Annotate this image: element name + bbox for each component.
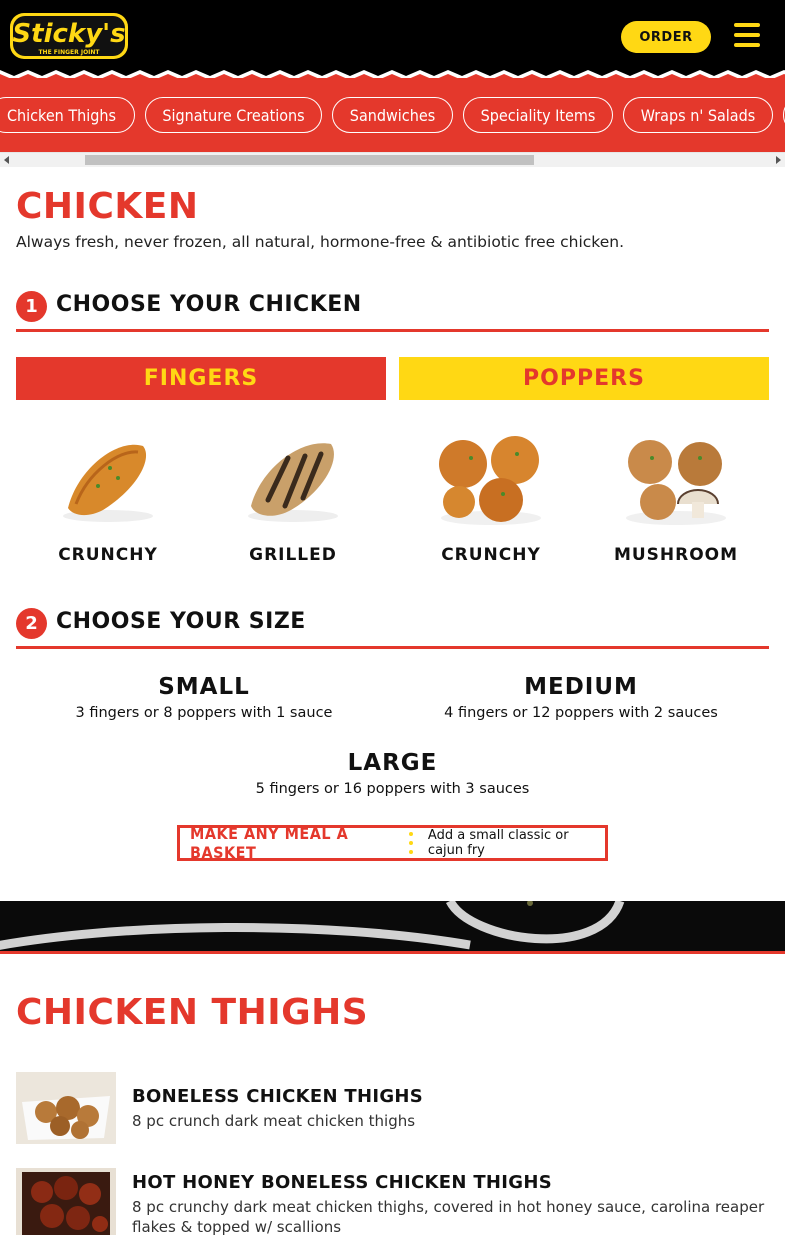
logo-tagline: THE FINGER JOINT [38,49,100,56]
order-button[interactable]: ORDER [621,21,711,53]
basket-title: MAKE ANY MEAL A BASKET [190,824,349,862]
band-divider [0,951,785,954]
step-2-title: CHOOSE YOUR SIZE [56,609,306,634]
crunchy-finger-image[interactable] [48,428,168,528]
size-large-desc: 5 fingers or 16 poppers with 3 sauces [255,781,530,797]
basket-text: Add a small classic or cajun fry [427,828,569,858]
stickys-logo[interactable] [8,9,130,65]
crunchy-popper-image[interactable] [431,428,551,528]
section-title-chicken: CHICKEN [16,186,199,227]
size-large-name: LARGE [347,750,438,776]
scrollbar-thumb[interactable] [85,155,534,165]
option-label-mushroom: MUSHROOM [613,545,739,565]
site-header [0,0,785,78]
item-name-boneless-thighs[interactable]: BONELESS CHICKEN THIGHS [132,1086,424,1107]
category-pill-wraps-salads[interactable]: Wraps n' Salads [623,97,773,133]
scroll-right-icon[interactable] [776,156,781,164]
mushroom-popper-image[interactable] [616,428,736,528]
option-label-grilled: GRILLED [249,545,337,565]
item-desc-hot-honey-thighs: 8 pc crunchy dark meat chicken thighs, covered in hot honey sauce, carolina reaper flakes & topped w/ scallions [132,1198,765,1235]
category-scrollbar[interactable] [0,152,785,167]
size-medium-desc: 4 fingers or 12 poppers with 2 sauces [444,705,718,721]
option-label-crunchy-poppers: CRUNCHY [441,545,541,565]
scroll-left-icon[interactable] [4,156,9,164]
dotted-separator [409,832,413,854]
size-small-desc: 3 fingers or 8 poppers with 1 sauce [75,705,333,721]
tab-fingers[interactable]: FINGERS [16,357,386,400]
item-name-hot-honey-thighs[interactable]: HOT HONEY BONELESS CHICKEN THIGHS [132,1172,552,1193]
category-pill-sandwiches[interactable]: Sandwiches [332,97,453,133]
logo-wordmark: Sticky's [12,19,126,49]
item-desc-boneless-thighs: 8 pc crunch dark meat chicken thighs [132,1112,416,1130]
category-pill-chicken-thighs[interactable]: Chicken Thighs [0,97,135,133]
decorative-banner [0,901,785,951]
boneless-thighs-image[interactable] [16,1072,116,1144]
category-pill-speciality-items[interactable]: Speciality Items [463,97,613,133]
step-1-divider [16,329,769,332]
section-title-chicken-thighs: CHICKEN THIGHS [16,992,369,1033]
hamburger-icon[interactable] [734,23,762,49]
tab-poppers[interactable]: POPPERS [399,357,769,400]
category-pill-signature-creations[interactable]: Signature Creations [145,97,322,133]
step-1-badge: 1 [16,291,47,322]
step-1-title: CHOOSE YOUR CHICKEN [56,292,362,317]
step-2-badge: 2 [16,608,47,639]
size-medium-name: MEDIUM [524,674,638,700]
step-2-divider [16,646,769,649]
banner-graphic [0,901,785,951]
category-nav [0,78,785,152]
size-small-name: SMALL [158,674,250,700]
option-label-crunchy-fingers: CRUNCHY [58,545,158,565]
grilled-finger-image[interactable] [233,428,353,528]
chicken-subtitle: Always fresh, never frozen, all natural, hormone-free & antibiotic free chicken. [16,233,625,251]
basket-upsell-banner [177,825,608,861]
hot-honey-thighs-image[interactable] [16,1168,116,1235]
